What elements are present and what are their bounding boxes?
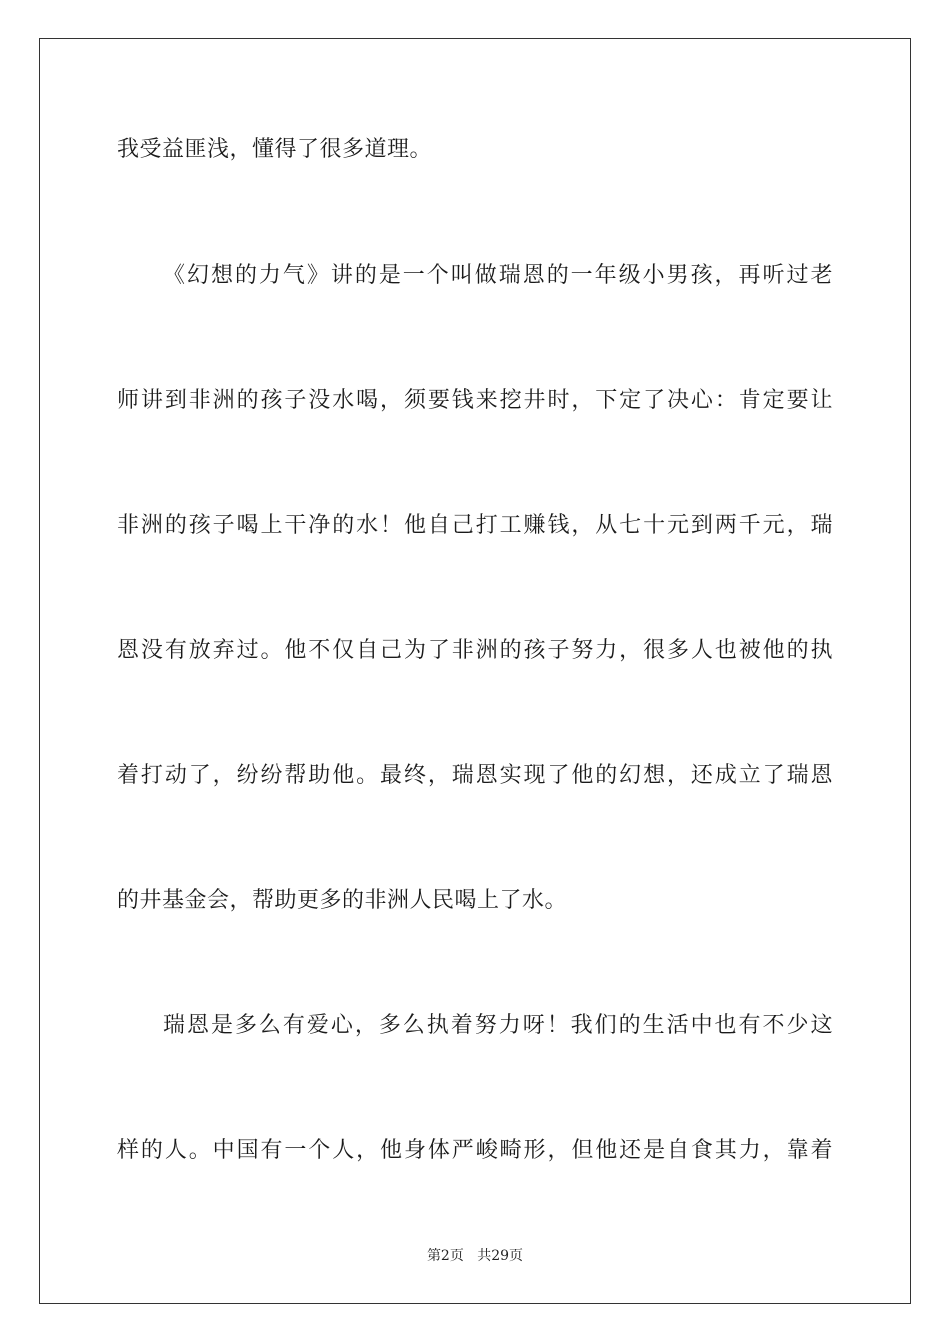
total-pages: 共29页 — [477, 1248, 524, 1264]
page-footer — [0, 1246, 950, 1266]
body-line-5: 恩没有放弃过。他不仅自己为了非洲的孩子努力，很多人也被他的执 — [117, 638, 833, 663]
body-line-2: 《幻想的力气》讲的是一个叫做瑞恩的一年级小男孩，再听过老 — [163, 263, 833, 288]
body-line-9: 样的人。中国有一个人，他身体严峻畸形，但他还是自食其力，靠着 — [117, 1138, 833, 1163]
page-border — [39, 38, 911, 1304]
body-line-4: 非洲的孩子喝上干净的水！他自己打工赚钱，从七十元到两千元，瑞 — [117, 513, 833, 538]
body-line-8: 瑞恩是多么有爱心，多么执着努力呀！我们的生活中也有不少这 — [163, 1013, 833, 1038]
body-line-1: 我受益匪浅，懂得了很多道理。 — [117, 137, 433, 162]
page-number: 第2页 — [426, 1248, 464, 1264]
body-line-7: 的井基金会，帮助更多的非洲人民喝上了水。 — [117, 888, 568, 913]
body-line-3: 师讲到非洲的孩子没水喝，须要钱来挖井时，下定了决心：肯定要让 — [117, 388, 833, 413]
body-line-6: 着打动了，纷纷帮助他。最终，瑞恩实现了他的幻想，还成立了瑞恩 — [117, 763, 833, 788]
